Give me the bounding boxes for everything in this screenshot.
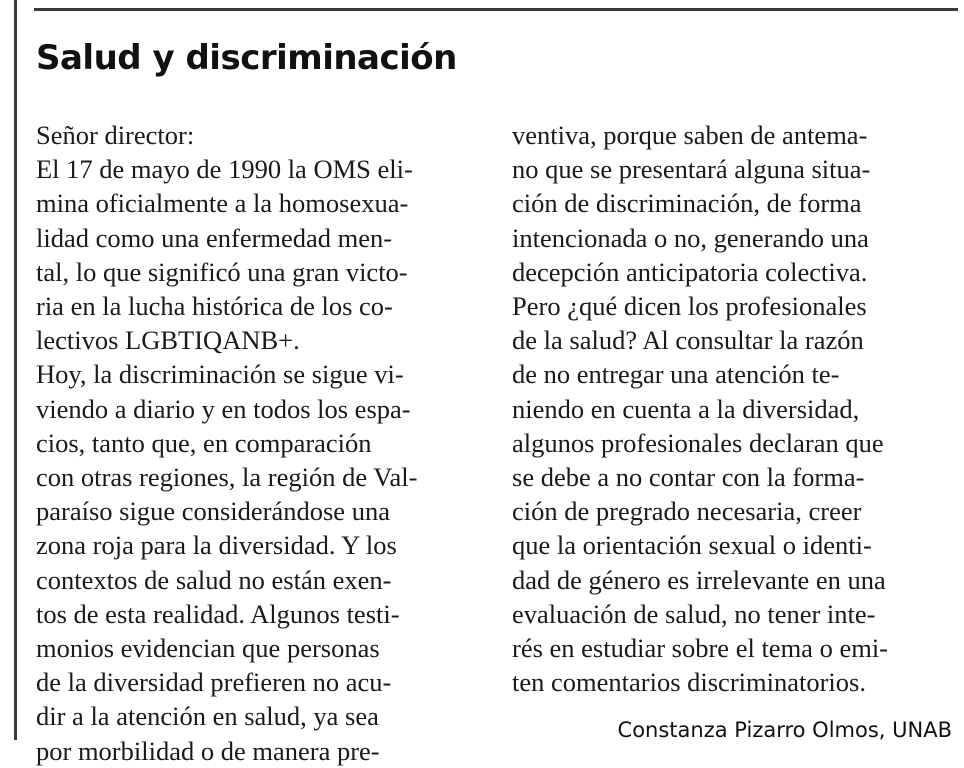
text-line: viendo a diario y en todos los espa-: [36, 393, 411, 424]
body-column-left: [36, 118, 486, 768]
text-line: algunos profesionales declaran que: [512, 427, 884, 458]
text-line: tal, lo que significó una gran victo-: [36, 256, 408, 287]
text-line: monios evidencian que personas: [36, 633, 380, 664]
text-line: cios, tanto que, en comparación: [36, 427, 372, 458]
text-line: lidad como una enfermedad men-: [36, 222, 393, 253]
text-line: Hoy, la discriminación se sigue vi-: [36, 359, 404, 390]
text-line: evaluación de salud, no tener inte-: [512, 598, 876, 629]
text-line: ción de discriminación, de forma: [512, 188, 862, 219]
text-line: decepción anticipatoria colectiva.: [512, 256, 868, 287]
text-line: que la orientación sexual o identi-: [512, 530, 872, 561]
body-column-right: [512, 118, 958, 699]
text-line: Señor director:: [36, 120, 195, 150]
text-line: paraíso sigue considerándose una: [36, 496, 390, 527]
article-title: Salud y discriminación: [36, 38, 457, 78]
text-line: Pero ¿qué dicen los profesionales: [512, 291, 867, 322]
author-signature: Constanza Pizarro Olmos, UNAB: [617, 718, 952, 742]
text-line: con otras regiones, la región de Val-: [36, 462, 418, 493]
text-line: de la diversidad prefieren no acu-: [36, 667, 392, 698]
top-rule: [34, 8, 958, 11]
text-line: por morbilidad o de manera pre-: [36, 735, 380, 766]
text-line: de la salud? Al consultar la razón: [512, 325, 864, 356]
text-line: mina oficialmente a la homosexua-: [36, 188, 409, 219]
text-line: ria en la lucha histórica de los co-: [36, 291, 393, 322]
text-line: se debe a no contar con la forma-: [512, 462, 865, 493]
text-line: ten comentarios discriminatorios.: [512, 667, 866, 698]
text-line: dad de género es irrelevante en una: [512, 564, 886, 595]
text-line: dir a la atención en salud, ya sea: [36, 701, 379, 732]
text-line: intencionada o no, generando una: [512, 222, 869, 253]
text-line: tos de esta realidad. Algunos testi-: [36, 598, 400, 629]
text-line: zona roja para la diversidad. Y los: [36, 530, 397, 561]
text-line: ción de pregrado necesaria, creer: [512, 496, 862, 527]
text-line: lectivos LGBTIQANB+.: [36, 325, 300, 356]
text-line: no que se presentará alguna situa-: [512, 154, 871, 185]
text-line: contextos de salud no están exen-: [36, 564, 392, 595]
text-line: ventiva, porque saben de antema-: [512, 120, 868, 150]
text-line: niendo en cuenta a la diversidad,: [512, 393, 860, 424]
left-column-rule: [14, 0, 17, 740]
text-line: rés en estudiar sobre el tema o emi-: [512, 633, 889, 664]
text-line: El 17 de mayo de 1990 la OMS eli-: [36, 154, 413, 185]
text-line: de no entregar una atención te-: [512, 359, 840, 390]
